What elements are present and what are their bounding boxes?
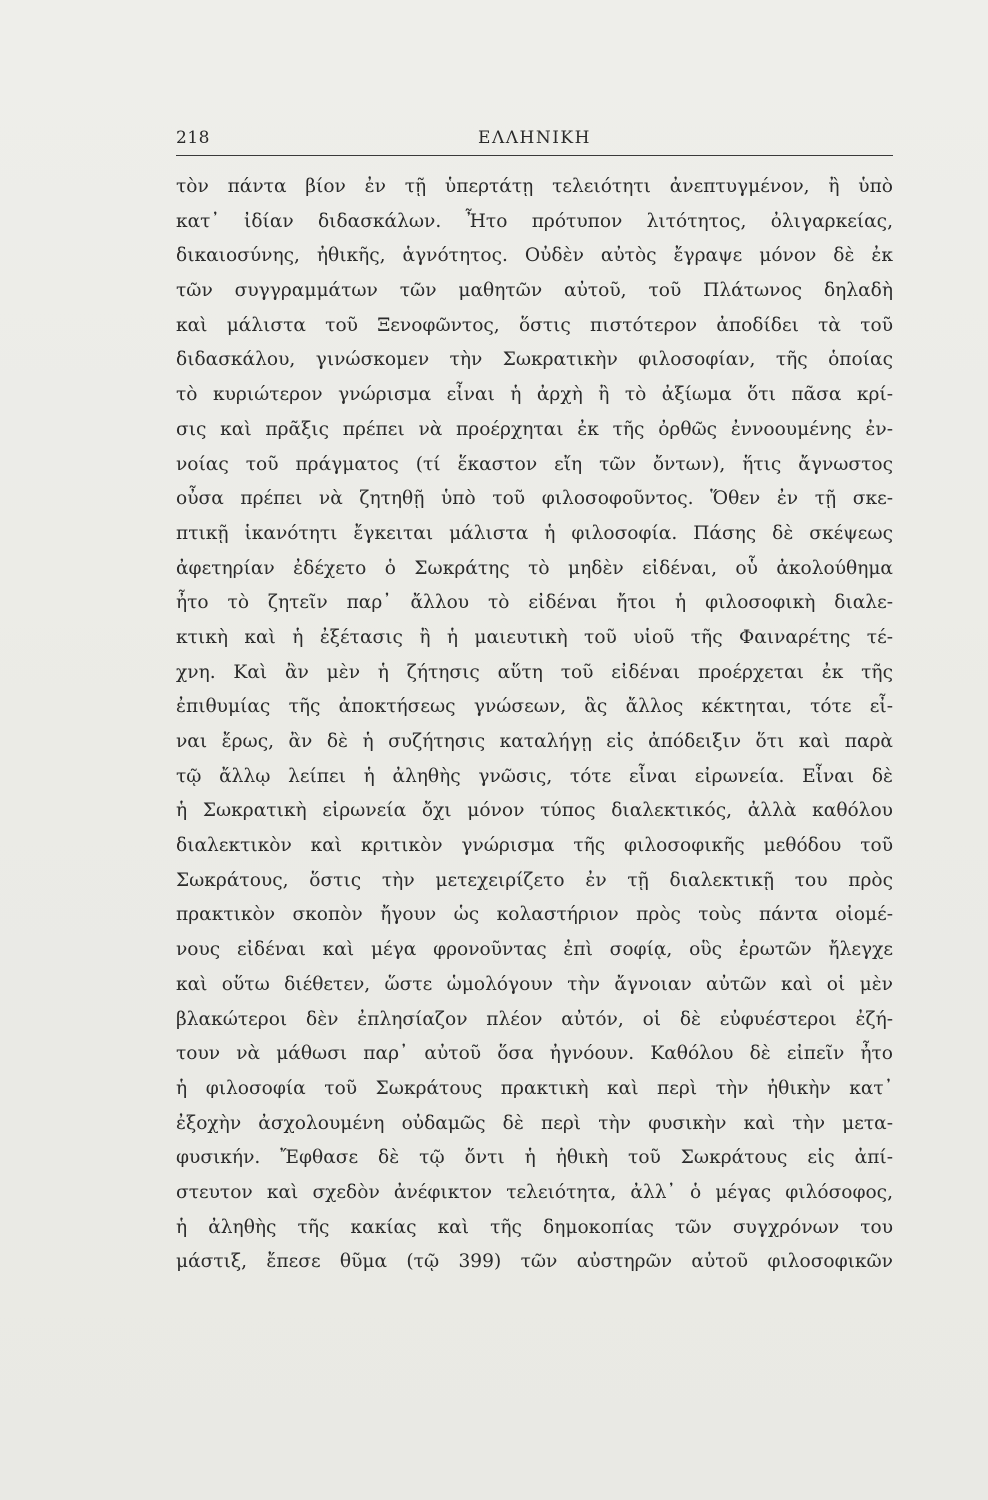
- page-header: [176, 128, 893, 154]
- text-line: καὶ οὕτω διέθετεν, ὥστε ὡμολόγουν τὴν ἄγνοιαν αὐτῶν καὶ οἱ μὲν: [176, 973, 893, 995]
- text-line: νους εἰδέναι καὶ μέγα φρονοῦντας ἐπὶ σοφίᾳ, οὓς ἐρωτῶν ἤλεγχε: [176, 939, 893, 961]
- text-line: φυσικήν. Ἔφθασε δὲ τῷ ὄντι ἡ ἠθικὴ τοῦ Σωκράτους εἰς ἀπί-: [176, 1147, 893, 1169]
- text-line: ἐπιθυμίας τῆς ἀποκτήσεως γνώσεων, ἃς ἄλλος κέκτηται, τότε εἶ-: [176, 696, 893, 718]
- text-line: κατ᾽ ἰδίαν διδασκάλων. Ἦτο πρότυπον λιτότητος, ὀλιγαρκείας,: [176, 210, 893, 232]
- text-line: τῶν συγγραμμάτων τῶν μαθητῶν αὐτοῦ, τοῦ Πλάτωνος δηλαδὴ: [176, 280, 893, 302]
- text-line: Σωκράτους, ὅστις τὴν μετεχειρίζετο ἐν τῇ διαλεκτικῇ του πρὸς: [176, 869, 893, 891]
- text-line: βλακώτεροι δὲν ἐπλησίαζον πλέον αὐτόν, οἱ δὲ εὐφυέστεροι ἐζή-: [176, 1008, 893, 1030]
- text-line: διδασκάλου, γινώσκομεν τὴν Σωκρατικὴν φιλοσοφίαν, τῆς ὁποίας: [176, 349, 893, 371]
- text-line: κτικὴ καὶ ἡ ἐξέτασις ἢ ἡ μαιευτικὴ τοῦ υἱοῦ τῆς Φαιναρέτης τέ-: [176, 626, 893, 648]
- body-text: [176, 170, 893, 1280]
- text-line: χνη. Καὶ ἂν μὲν ἡ ζήτησις αὕτη τοῦ εἰδέναι προέρχεται ἐκ τῆς: [176, 661, 893, 683]
- text-line: τὸ κυριώτερον γνώρισμα εἶναι ἡ ἀρχὴ ἢ τὸ ἀξίωμα ὅτι πᾶσα κρί-: [176, 384, 893, 406]
- text-line: ἡ ἀληθὴς τῆς κακίας καὶ τῆς δημοκοπίας τῶν συγχρόνων του: [176, 1216, 893, 1238]
- text-line: πτικῇ ἱκανότητι ἔγκειται μάλιστα ἡ φιλοσοφία. Πάσης δὲ σκέψεως: [176, 522, 893, 544]
- text-line: νοίας τοῦ πράγματος (τί ἕκαστον εἴη τῶν ὄντων), ἥτις ἄγνωστος: [176, 453, 893, 475]
- text-line: τουν νὰ μάθωσι παρ᾽ αὐτοῦ ὅσα ἠγνόουν. Καθόλου δὲ εἰπεῖν ἦτο: [176, 1043, 893, 1065]
- text-line: τῷ ἄλλῳ λείπει ἡ ἀληθὴς γνῶσις, τότε εἶναι εἰρωνεία. Εἶναι δὲ: [176, 765, 893, 787]
- text-line: στευτον καὶ σχεδὸν ἀνέφικτον τελειότητα, ἀλλ᾽ ὁ μέγας φιλόσοφος,: [176, 1181, 893, 1203]
- text-line: δικαιοσύνης, ἠθικῆς, ἁγνότητος. Οὐδὲν αὐτὸς ἔγραψε μόνον δὲ ἐκ: [176, 245, 893, 267]
- text-line: ἐξοχὴν ἀσχολουμένη οὐδαμῶς δὲ περὶ τὴν φυσικὴν καὶ τὴν μετα-: [176, 1112, 893, 1134]
- text-line: μάστιξ, ἔπεσε θῦμα (τῷ 399) τῶν αὐστηρῶν αὐτοῦ φιλοσοφικῶν: [176, 1251, 893, 1273]
- text-line: ἡ Σωκρατικὴ εἰρωνεία ὄχι μόνον τύπος διαλεκτικός, ἀλλὰ καθόλου: [176, 800, 893, 822]
- header-rule: [176, 155, 893, 156]
- page-number: 218: [176, 128, 210, 148]
- text-line: ἦτο τὸ ζητεῖν παρ᾽ ἄλλου τὸ εἰδέναι ἤτοι ἡ φιλοσοφικὴ διαλε-: [176, 592, 893, 614]
- text-line: πρακτικὸν σκοπὸν ἤγουν ὡς κολαστήριον πρὸς τοὺς πάντα οἰομέ-: [176, 904, 893, 926]
- text-line: οὖσα πρέπει νὰ ζητηθῇ ὑπὸ τοῦ φιλοσοφοῦντος. Ὅθεν ἐν τῇ σκε-: [176, 488, 893, 510]
- text-line: ἡ φιλοσοφία τοῦ Σωκράτους πρακτικὴ καὶ περὶ τὴν ἠθικὴν κατ᾽: [176, 1077, 893, 1099]
- text-line: σις καὶ πρᾶξις πρέπει νὰ προέρχηται ἐκ τῆς ὀρθῶς ἐννοουμένης ἐν-: [176, 418, 893, 440]
- text-line: τὸν πάντα βίον ἐν τῇ ὑπερτάτῃ τελειότητι ἀνεπτυγμένον, ἢ ὑπὸ: [176, 176, 893, 197]
- running-title: ΕΛΛΗΝΙΚΗ: [478, 128, 591, 148]
- text-line: ναι ἔρως, ἂν δὲ ἡ συζήτησις καταλήγῃ εἰς ἀπόδειξιν ὅτι καὶ παρὰ: [176, 731, 893, 752]
- text-line: καὶ μάλιστα τοῦ Ξενοφῶντος, ὅστις πιστότερον ἀποδίδει τὰ τοῦ: [176, 314, 893, 336]
- text-line: ἀφετηρίαν ἐδέχετο ὁ Σωκράτης τὸ μηδὲν εἰδέναι, οὗ ἀκολούθημα: [176, 557, 893, 579]
- text-line: διαλεκτικὸν καὶ κριτικὸν γνώρισμα τῆς φιλοσοφικῆς μεθόδου τοῦ: [176, 835, 893, 857]
